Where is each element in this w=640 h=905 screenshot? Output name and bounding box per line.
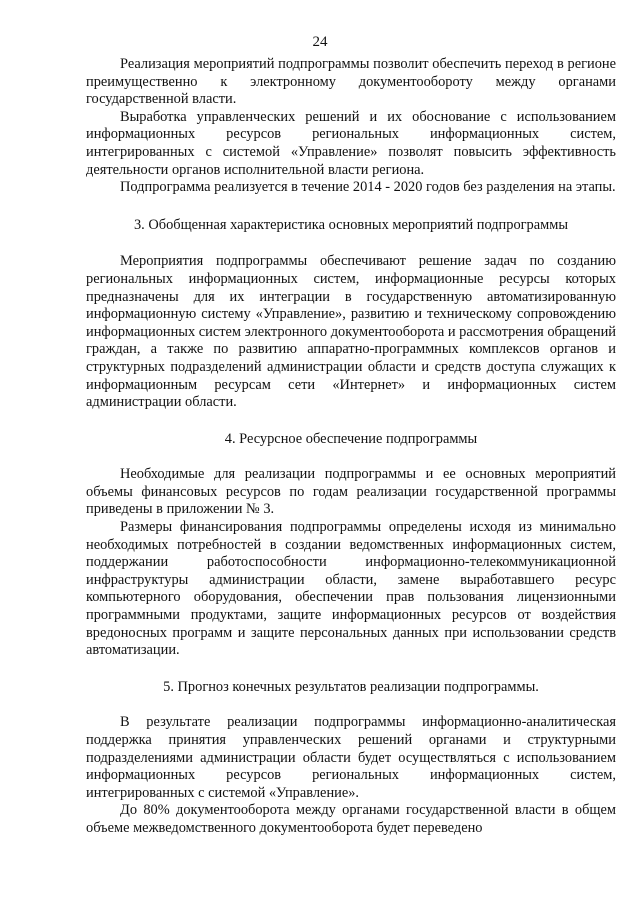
- paragraph: Необходимые для реализации подпрограммы и ее основных мероприятий объемы финансовых ресурсов по годам реализации государственной программы приведены в приложении № 3.: [86, 466, 616, 518]
- paragraph: До 80% документооборота между органами государственной власти в общем объеме межведомственного документооборота будет переведено: [86, 802, 616, 836]
- paragraph: Размеры финансирования подпрограммы определены исходя из минимально необходимых потребностей в создании ведомственных информационных систем, поддержании работоспособности информационно-телекоммуникационной инфраструктуры администрации области, замене выработавшего ресурс компьютерного оборудования, обеспечении прав пользования лицензионными программными продуктами, защите информационных ресурсов от воздействия вредоносных программ и защите персональных данных при использовании средств автоматизации.: [86, 519, 616, 659]
- section-5-heading: 5. Прогноз конечных результатов реализации подпрограммы.: [163, 678, 539, 695]
- paragraph: Реализация мероприятий подпрограммы позволит обеспечить переход в регионе преимущественно к электронному документообороту между органами государственной власти.: [86, 56, 616, 108]
- paragraph: В результате реализации подпрограммы информационно-аналитическая поддержка принятия управленческих решений органами и структурными подразделениями администрации области будет осуществляться с использованием информационных ресурсов региональных информационных систем, интегрированных с системой «Управление».: [86, 714, 616, 801]
- page-number: 24: [312, 34, 328, 50]
- document-body: [86, 56, 616, 838]
- paragraph: Выработка управленческих решений и их обоснование с использованием информационных ресурсов региональных информационных систем, интегрированных с системой «Управление» позволят повысить эффективность деятельности органов исполнительной власти региона.: [86, 108, 616, 178]
- paragraph: Мероприятия подпрограммы обеспечивают решение задач по созданию региональных информационных систем, информационные ресурсы которых предназначены для их интеграции в государственную автоматизированную информационную систему «Управление», развитию и техническому сопровождению информационных систем электронного документооборота и рассмотрения обращений граждан, а также по развитию аппаратно-программных комплексов органов и структурных подразделений администрации области и средств доступа служащих к информационным ресурсам сети «Интернет» и информационных систем администрации области.: [86, 253, 616, 411]
- section-3-heading: 3. Обобщенная характеристика основных мероприятий подпрограммы: [133, 216, 569, 233]
- section-4-heading: 4. Ресурсное обеспечение подпрограммы: [224, 430, 478, 447]
- paragraph: Подпрограмма реализуется в течение 2014 - 2020 годов без разделения на этапы.: [120, 179, 616, 196]
